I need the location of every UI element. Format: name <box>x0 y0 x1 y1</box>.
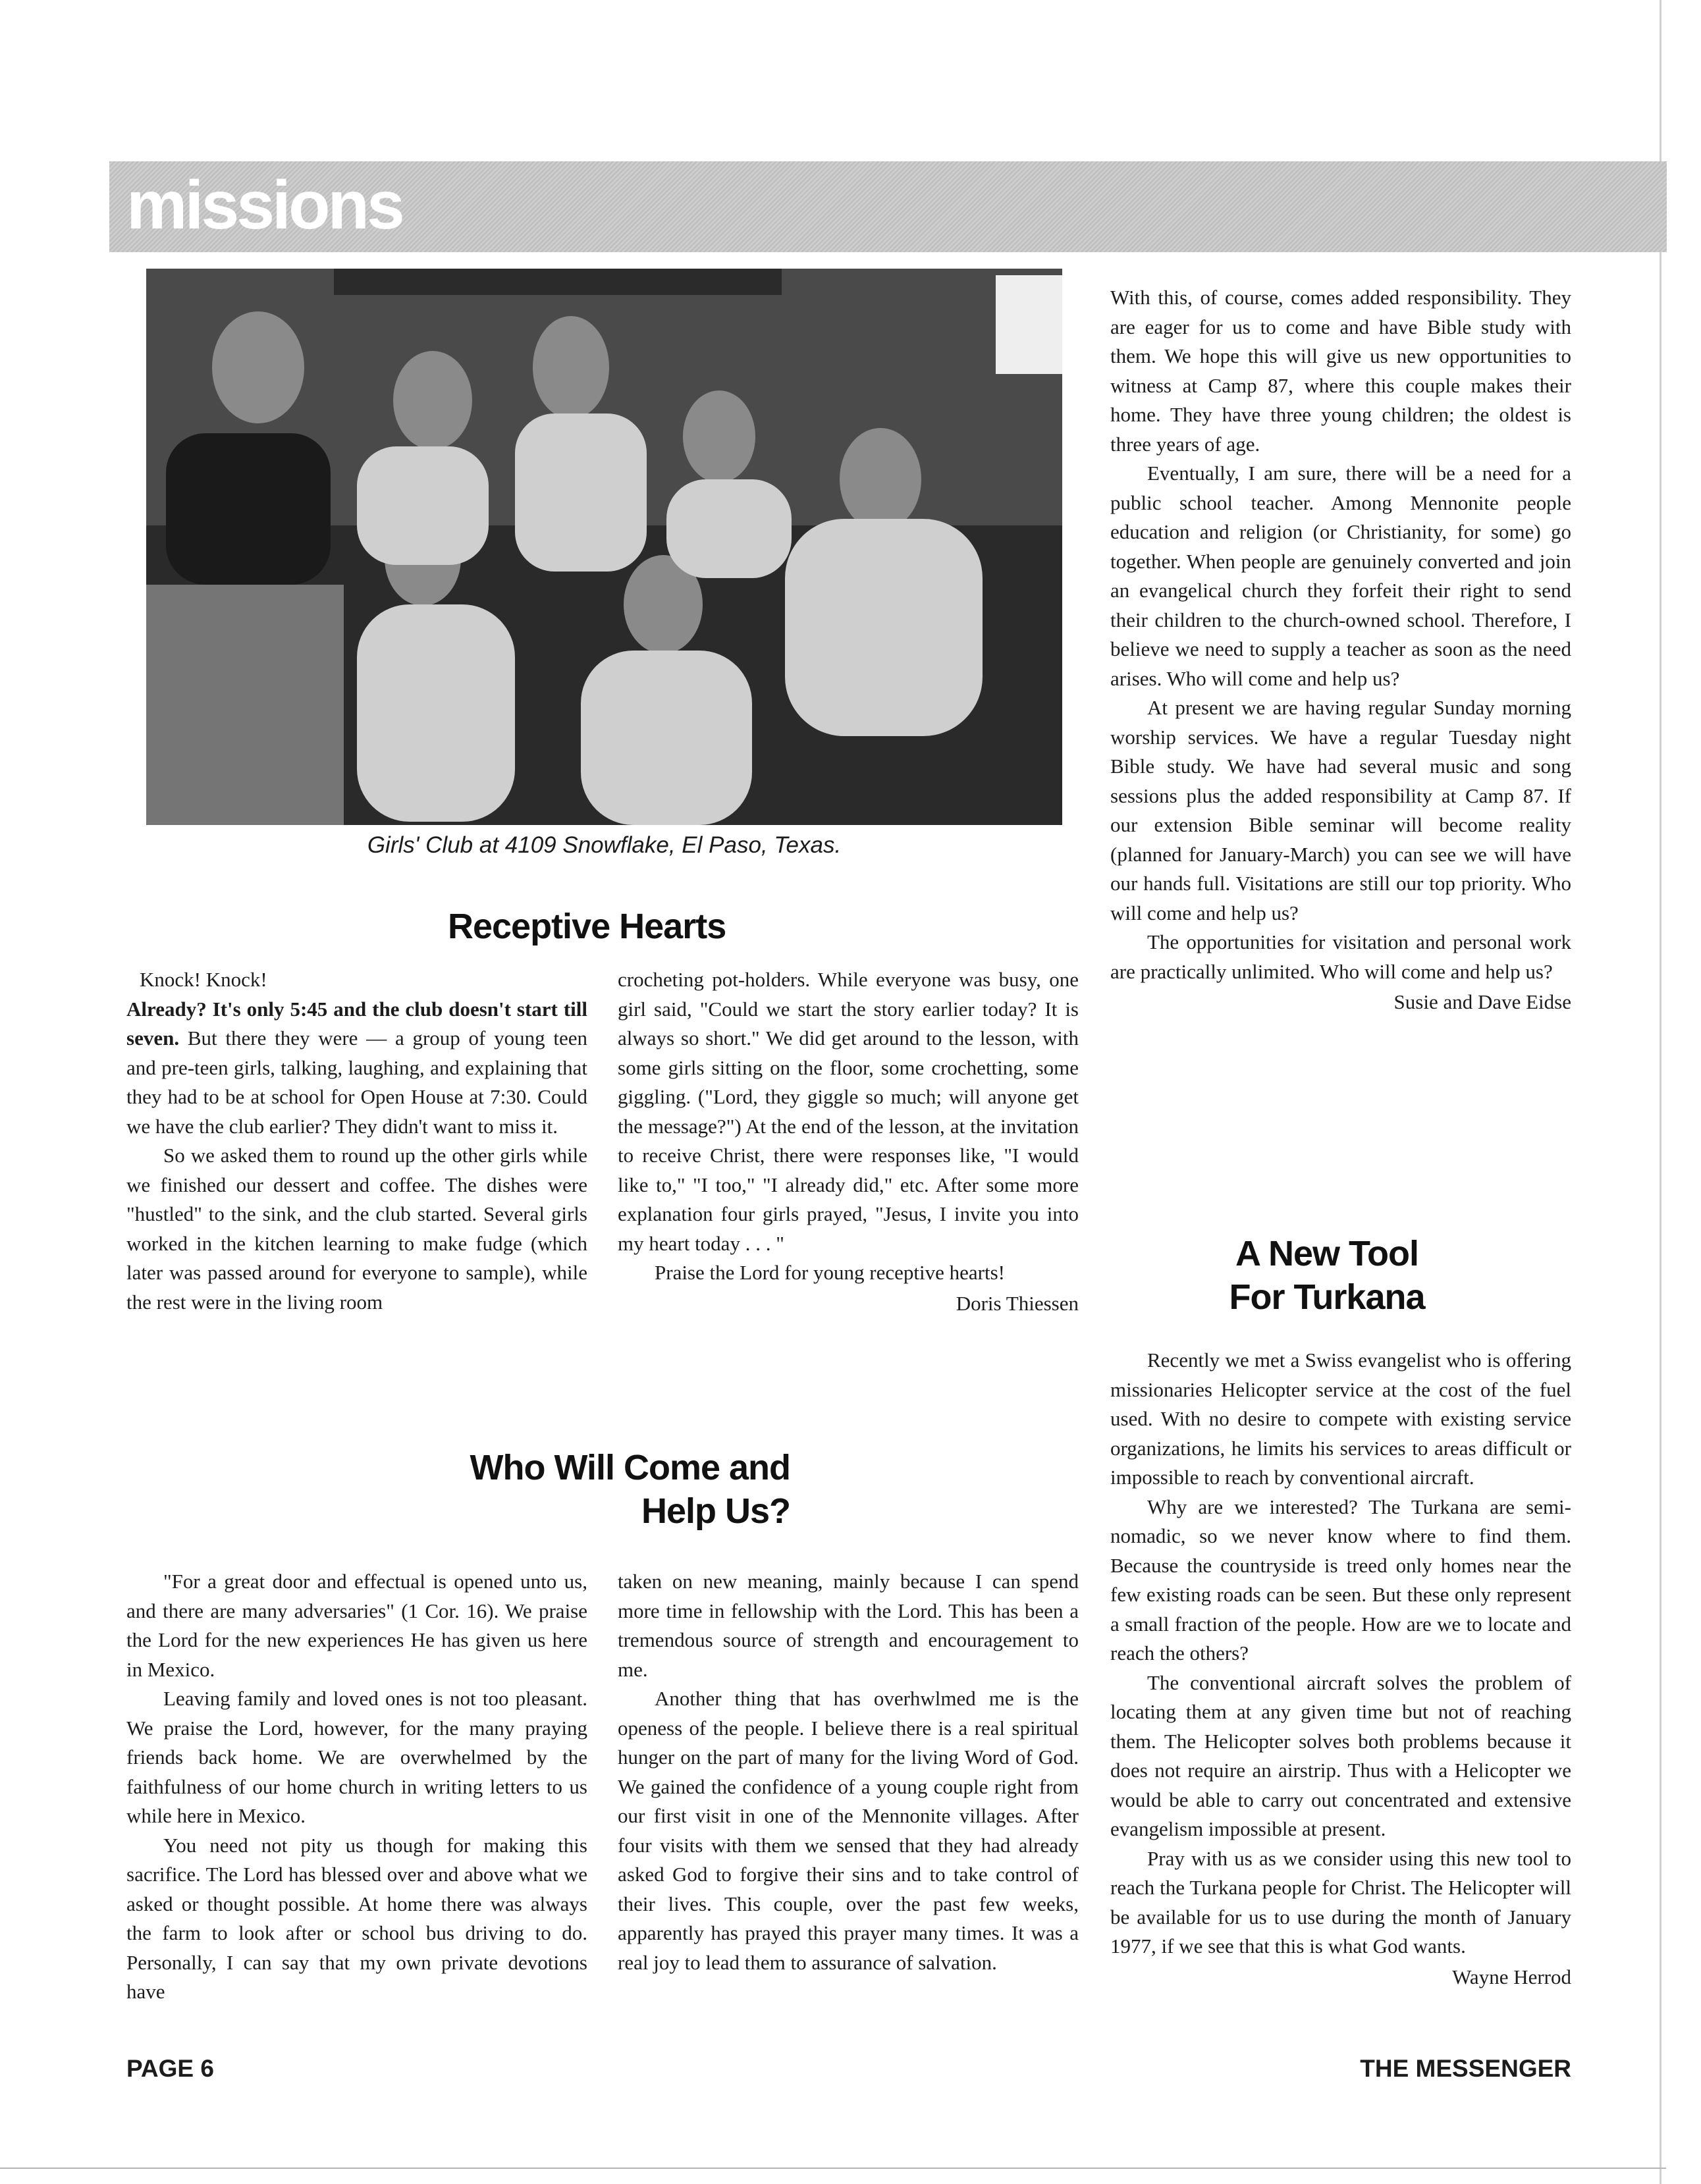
receptive-p3: So we asked them to round up the other girls while we finished our dessert and coffee. The dishes were "hustled" to the sink, and the club started. Several girls worked in the kitchen learning to make fudge (which later was passed around for everyone to sample), while the rest were in the living room <box>126 1144 587 1314</box>
who-p2: Leaving family and loved ones is not too pleasant. We praise the Lord, however, for the many praying friends back home. We are overwhelmed by the faithfulness of our home church in writing letters to us while here in Mexico. <box>126 1687 587 1827</box>
receptive-p1: Knock! Knock! <box>140 968 267 991</box>
photo-picture-frame <box>334 269 782 295</box>
who-will-come-column-3 <box>1110 283 1571 1017</box>
tool-p1: Recently we met a Swiss evangelist who is offering missionaries Helicopter service at the cost of the fuel used. With no desire to compete with existing service organizations, he limits his services to areas difficult or impossible to reach by conventional aircraft. <box>1110 1348 1571 1489</box>
who-headline-line-2: Help Us? <box>641 1491 790 1531</box>
who-p4: taken on new meaning, mainly because I can spend more time in fellowship with the Lord. This has been a tremendous source of strength and encouragement to me. <box>618 1570 1079 1681</box>
who-p1: "For a great door and effectual is opened unto us, and there are many adversaries" (1 Cor. 16). We praise the Lord for the new experiences He has given us here in Mexico. <box>126 1570 587 1681</box>
who-p6: With this, of course, comes added responsibility. They are eager for us to come and have Bible study with them. We hope this will give us new opportunities to witness at Camp 87, where this couple makes their home. They have three young children; the oldest is three years of age. <box>1110 286 1571 456</box>
section-title: missions <box>126 167 402 244</box>
photo-illustration <box>146 269 1062 825</box>
receptive-p2-bold: Already? It's only 5:45 and the club doesn't start till seven. <box>126 997 587 1050</box>
who-will-come-column-1 <box>126 1567 587 2007</box>
who-p8: At present we are having regular Sunday morning worship services. We have a regular Tuesday night Bible study. We have had several music and song sessions plus the added responsibility at Camp 87. If our extension Bible seminar will become reality (planned for January-March) you can see we will have our hands full. Visitations are still our top priority. Who will come and help us? <box>1110 696 1571 924</box>
tool-headline-line-1: A New Tool <box>1235 1234 1418 1273</box>
tool-p2: Why are we interested? The Turkana are semi-nomadic, so we never know where to find them. Because the countryside is treed only homes near the few existing roads can be seen. But these only represent a small fraction of the people. How are we to locate and reach the others? <box>1110 1495 1571 1665</box>
page-number: PAGE 6 <box>126 2055 214 2082</box>
tool-p4: Pray with us as we consider using this new tool to reach the Turkana people for Christ. The Helicopter will be available for us to use during the month of January 1977, if we see that this is what God wants. <box>1110 1846 1571 1958</box>
girls-club-photo <box>146 269 1062 825</box>
new-tool-headline <box>1192 1232 1462 1319</box>
photo-window <box>996 275 1062 374</box>
receptive-p5: Praise the Lord for young receptive hearts! <box>655 1261 1005 1284</box>
who-will-come-headline <box>421 1446 790 1533</box>
photo-blanket <box>146 585 344 825</box>
section-banner <box>109 161 1667 252</box>
new-tool-column <box>1110 1346 1571 1992</box>
who-will-come-column-2 <box>618 1567 1079 1977</box>
receptive-p4: crocheting pot-holders. While everyone was busy, one girl said, "Could we start the story earlier today? It is always so short." We did get around to the lesson, with some girls sitting on the floor, some crochetting, some giggling. ("Lord, they giggle so much; will anyone get the message?") At the end of the lesson, at the invitation to receive Christ, there were responses like, "I would like to," "I too," "I already did," etc. After some more explanation four girls prayed, "Jesus, I invite you into my heart today . . . " <box>618 968 1079 1255</box>
tool-headline-line-2: For Turkana <box>1229 1277 1425 1317</box>
receptive-hearts-column-2 <box>618 965 1079 1318</box>
photo-caption: Girls' Club at 4109 Snowflake, El Paso, Texas. <box>367 832 842 858</box>
publication-name: THE MESSENGER <box>1360 2055 1571 2082</box>
who-p3: You need not pity us though for making this sacrifice. The Lord has blessed over and above what we asked or thought possible. At home there was always the farm to look after or school bus driving to do. Personally, I can say that my own private devotions have <box>126 1833 587 2003</box>
who-p7: Eventually, I am sure, there will be a need for a public school teacher. Among Mennonite people education and religion (or Christianity, for some) go together. When people are genuinely converted and join an evangelical church they forfeit their right to send their children to the church-owned school. Therefore, I believe we need to supply a teacher as soon as the need arises. Who will come and help us? <box>1110 462 1571 690</box>
receptive-signature: Doris Thiessen <box>956 1291 1079 1315</box>
who-signature: Susie and Dave Eidse <box>1393 990 1571 1013</box>
tool-signature: Wayne Herrod <box>1452 1965 1571 1988</box>
page-edge-bottom <box>0 2168 1666 2169</box>
who-p5: Another thing that has overhwlmed me is the openess of the people. I believe there is a real spiritual hunger on the part of many for the living Word of God. We gained the confidence of a young couple right from our first visit in one of the Mennonite villages. After four visits with them we sensed that they had already asked God to forgive their sins and to take control of their lives. This couple, over the past few weeks, apparently has prayed this prayer many times. It was a real joy to lead them to assurance of salvation. <box>618 1687 1079 1974</box>
tool-p3: The conventional aircraft solves the problem of locating them at any given time but not of reaching them. The Helicopter solves both problems because it does not require an airstrip. Thus with a Helicopter we would be able to carry out concentrated and extensive evangelism impossible at present. <box>1110 1670 1571 1840</box>
who-p9: The opportunities for visitation and personal work are practically unlimited. Who will come and help us? <box>1110 930 1571 983</box>
receptive-hearts-column-1 <box>126 965 587 1317</box>
page-edge-right <box>1660 0 1661 2184</box>
receptive-p2-rest: But there they were — a group of young teen and pre-teen girls, talking, laughing, and explaining that they had to be at school for Open House at 7:30. Could we have the club earlier? They didn't want to miss it. <box>126 1026 587 1138</box>
receptive-hearts-headline: Receptive Hearts <box>448 907 726 946</box>
photo-jacket <box>166 433 331 585</box>
receptive-p2 <box>126 995 587 1142</box>
who-headline-line-1: Who Will Come and <box>470 1448 790 1487</box>
